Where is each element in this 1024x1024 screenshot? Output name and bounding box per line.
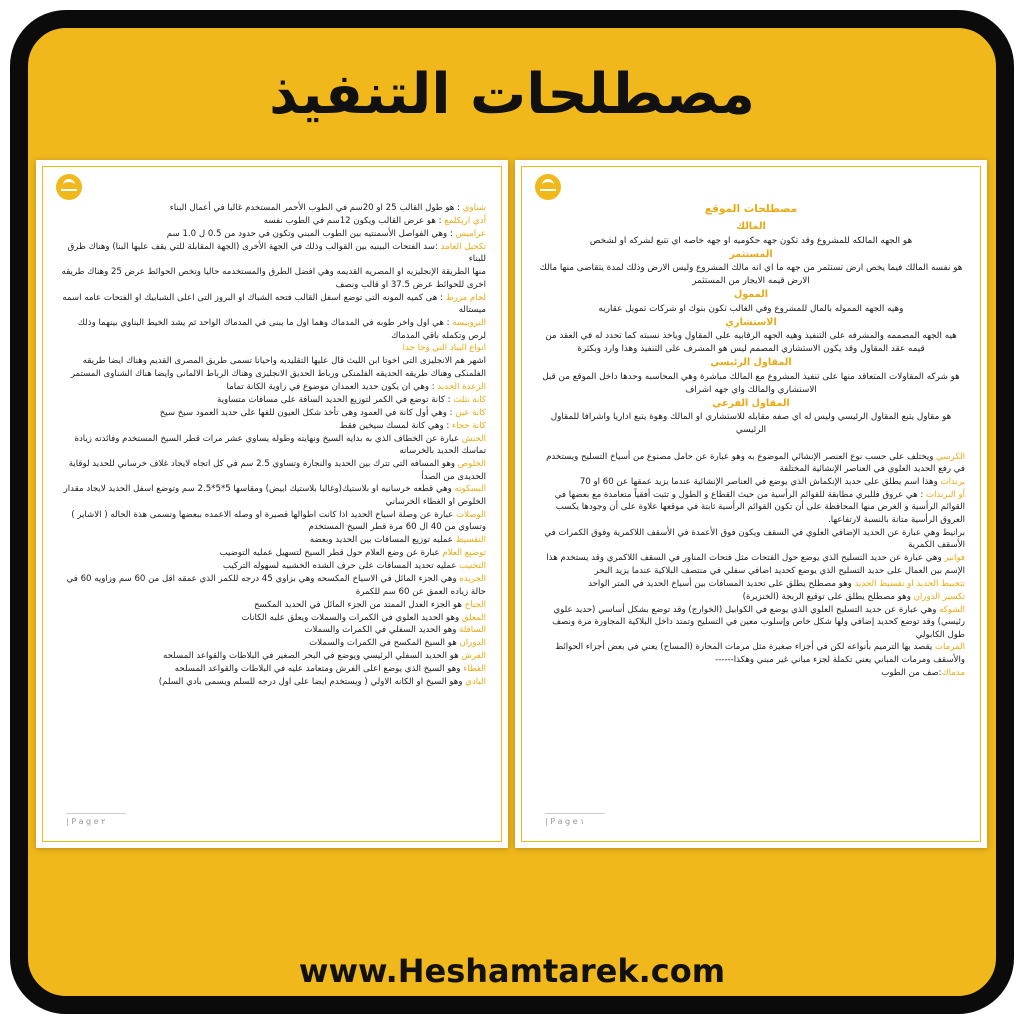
section-text: هو نفسه المالك فيما يخص ارض تستثمر من جهه ما اي انه مالك المشروع وليس الارض وذلك لمدة يتقاضى منها مالك الارض قيمه الايجار من المستثمر bbox=[539, 263, 963, 287]
definition-entry bbox=[537, 604, 965, 641]
term-label: الدوران bbox=[459, 638, 486, 649]
term-label: الشوكه bbox=[939, 604, 965, 615]
term-label: لحام مزرط bbox=[445, 292, 486, 303]
term-label: الفرش bbox=[461, 651, 486, 662]
section-heading: المقاول الرئيسي bbox=[710, 357, 792, 369]
definition-entry bbox=[58, 534, 486, 546]
definition-text: وهي قطعه خرسانيه او بلاستيك(وغالبا بلاستيك ابيض) ومقاسها 5*5*2.5 سم وتوضع اسفل الحديد لايجاد مقدار الخلوص او الغطاء الخرساني bbox=[63, 484, 486, 507]
definition-entry bbox=[58, 317, 486, 342]
definition-text: وهذا اسم يطلق على حديد الإنكماش الذي يوضع في العناصر الإنشائية عندما يزيد عمقها عن 60 او 70 bbox=[579, 477, 941, 488]
term-label: البادي bbox=[465, 677, 486, 688]
term-label: الزعدة الحديد bbox=[437, 381, 486, 392]
definition-entry bbox=[58, 241, 486, 266]
definition-entry bbox=[58, 624, 486, 636]
definition-text: وهي أول كانة في العمود وهى تأخذ شكل العيون للفها على حديد العمود سيخ سيخ bbox=[159, 407, 450, 418]
definition-text: وهو مصطلح يطلق على تحديد المسافات بين أسياخ الحديد في المتر الواحد bbox=[588, 578, 855, 589]
definition-text: وهو المسافه التى تترك بين الحديد والنجارة وتساوي 2.5 سم في كل اتجاه لايجاد غلاف خرساني للحديد لوقاية الحديدى من الصدأ bbox=[68, 459, 486, 482]
term-separator: : bbox=[431, 381, 438, 392]
term-label: تكسير الدوران bbox=[913, 591, 965, 602]
section-text: هيه الجهه المصممه والمشرفه على التنفيذ وهيه الجهه الرقابيه على المقاول وياخذ نسبته كما تحدد له في العقد من قيمه عقد المقاول وقد يكون الاستشاري المصمم ليس هو المشرف على التنفيذ وهذا وارد وبكثرة bbox=[545, 331, 957, 355]
term-label: كانة نثلث bbox=[453, 394, 486, 405]
term-label: المرمات bbox=[934, 642, 965, 653]
definition-text: برانيط وهي عبارة عن الحديد الإضافي العلوي في السقف ويكون فوق الأعمدة في الأسقف اللاكمرية وفوق الكمرات في الأسقف الكمرية bbox=[544, 527, 965, 551]
term-label: التقسيط bbox=[455, 535, 486, 546]
term-separator: : bbox=[438, 215, 445, 226]
definition-text: وهي ان يكون حديد العمدان موضوع في زاوية الكانة تماما bbox=[226, 381, 432, 392]
definition-entry bbox=[58, 381, 486, 393]
definition-text: اشهر هم الانجليزى التى اخوتا ابن الليث قال عليها التقليديه واحيانا تسمى طريق المصرى القديم وهناك ايضا طريقه الفلمنكى وهناك طريقه الحديقه الفلمنكى ورباط الحديق الانجليزى وهناك الرباط الالمانى وايضا هناك الشناوى المستمر bbox=[70, 356, 486, 379]
page-1-content bbox=[537, 202, 965, 680]
term-label: الوصلات bbox=[456, 509, 486, 520]
section-heading: الممول bbox=[733, 289, 769, 301]
definition-entry bbox=[58, 458, 486, 483]
definition-text: كانة توضع في الكمر لتوزيع الحديد السافة على مسافات متساوية bbox=[216, 394, 448, 405]
definition-entry bbox=[58, 547, 486, 559]
term-label: عراميس bbox=[455, 228, 486, 239]
definition-entry bbox=[58, 599, 486, 611]
definition-entry bbox=[58, 394, 486, 406]
term-label: الكرسي bbox=[936, 451, 965, 462]
definition-text: وهي الفواصل الأسمنتيه بين الطوب المبني وتكون في حدود من 0.5 ل 1.0 سم bbox=[166, 228, 450, 239]
term-label: الخلوص bbox=[457, 459, 486, 470]
term-label: تتجبيط الحديد او تقسيط الحديد bbox=[854, 578, 965, 589]
definition-text: ويختلف على حسب نوع العنصر الإنشائي الموضوع به وهو عبارة عن حامل مصنوع من أسياخ التسليح ويستخدم في رفع الحديد العلوي في العناصر الإنشائية المختلفة bbox=[546, 451, 965, 475]
definition-entry bbox=[58, 215, 486, 227]
definition-entry bbox=[58, 266, 486, 291]
definition-text: عبارة عن الخطاف الذي به بدايه السيخ ونهايته وطوله يساوي عشر مرات قطر السيخ المستخدم وفائدته زيادة تماسك الحديد بالخرسانه bbox=[74, 433, 486, 457]
term-label: السافلة bbox=[459, 625, 486, 636]
term-separator: : bbox=[446, 420, 453, 431]
definition-text: هو عرض القالب ويكون 12سم في الطوب نفسه bbox=[263, 215, 439, 226]
term-label: فوانير bbox=[944, 553, 965, 564]
helmet-logo-icon bbox=[535, 174, 561, 200]
definition-entry bbox=[537, 578, 965, 590]
term-label: المعلق bbox=[461, 612, 486, 623]
definition-text: منها الطريقة الإنجليزيه او المصريه القديمه وهي افضل الطرق والمستخدمه حاليا وتخص الحوائط عرض 25 وهناك طريقه اخرى للحوائط عرض 37.5 او قالب ونصف bbox=[61, 267, 486, 290]
definition-entry bbox=[58, 676, 486, 688]
page-footer: | P a g e ١ bbox=[545, 813, 605, 826]
helmet-logo-icon bbox=[56, 174, 82, 200]
definition-text: عبارة عن وصلة اسياخ الحديد اذا كانت اطوالها قصيرة او وصله الاعمده ببعضها وتسمى هذة الحاله ( الاشاير ) وتساوي من 40 ال 60 مرة قطر السيخ المستخدم bbox=[71, 509, 486, 533]
section-title: مصطلحات الموقع bbox=[704, 203, 798, 215]
definition-entry bbox=[58, 407, 486, 419]
definition-entry bbox=[58, 420, 486, 432]
document-page-2 bbox=[36, 160, 508, 848]
definition-entry bbox=[537, 476, 965, 488]
definition-text: وهو السيخ او الكانه الاولي ( ويستخدم ايضا على اول درجه للسلم ويسمى بادي السلم) bbox=[158, 677, 466, 688]
definition-text: عمليه تحديد المسافات على حرف الشده الخشبيه لسهوله التركيب bbox=[222, 561, 460, 572]
definition-entry bbox=[58, 612, 486, 624]
definition-text: وهي كانة لمسك سيخين فقط bbox=[339, 420, 447, 431]
term-separator: : bbox=[440, 292, 446, 303]
term-label: الجريده bbox=[459, 574, 486, 585]
definition-entry bbox=[58, 228, 486, 240]
page-2-content bbox=[58, 202, 486, 689]
page-footer: | P a g e ٢ bbox=[66, 813, 126, 826]
section-heading: المستثمر bbox=[729, 248, 773, 260]
section-text: هو الجهه المالكه للمشروع وقد تكون جهه حكوميه او جهه خاصه اي تتبع لشركه او لشخص bbox=[589, 235, 913, 246]
document-page-1 bbox=[515, 160, 987, 848]
definition-text: هو طول القالب 25 او 20سم في الطوب الأحمر المستخدم غالبا في أعمال البناء bbox=[169, 203, 458, 213]
term-separator: : bbox=[447, 394, 454, 405]
definition-text: هي اول واخر طوبه في المدماك وهما اول ما يبنى في المدماك الواحد ثم يشد الخيط البناوي بينهما وذلك لرص وتكمله باقي المدماك bbox=[77, 318, 486, 341]
definition-entry bbox=[58, 560, 486, 572]
definition-entry bbox=[58, 202, 486, 214]
definition-entry bbox=[58, 509, 486, 534]
definition-entry bbox=[537, 667, 965, 679]
definition-text: :صف من الطوب bbox=[881, 667, 942, 678]
definition-entry bbox=[58, 355, 486, 380]
term-label: البسكوته bbox=[454, 484, 486, 495]
term-label: الغطاء bbox=[463, 664, 486, 675]
page-title: مصطلحات التنفيذ bbox=[269, 62, 755, 127]
term-separator: : bbox=[449, 407, 456, 418]
section-heading: الاستشاري bbox=[725, 316, 777, 328]
definition-entry bbox=[58, 663, 486, 675]
definition-text: يقصد بها الترميم بأنواعه لكن في أجزاء صغيرة مثل مرمات المحارة (المساح) يعني في بعض أجزاء الحوائط والأسقف ومرمات المباني يعني تكملة لجزء مباني غير مبني وهكذا------ bbox=[555, 642, 965, 665]
section-text: هو مقاول يتبع المقاول الرئيسي وليس له اي صفه مقابله للاستشاري او المالك وهوة يتبع اداريا واشرافا للمقاول الرئيسي bbox=[550, 412, 952, 435]
definition-text: : هي عروق فلليري مطابقة للقوائم الرأسية من حيث القطاع و الطول و تثبت أفقياً متعامدة مع بعضها في القوائم الرأسية و الغرض منها المحافظة على أن تكون القوائم الرأسية ثابتة في موقعها علاوة على أن وجودها يكسب العروق الرأسية متانة بالنسبة لارتفاعها. bbox=[554, 490, 965, 525]
definition-entry bbox=[537, 641, 965, 666]
definition-entry bbox=[58, 637, 486, 649]
definition-entry bbox=[58, 573, 486, 598]
term-label: تكحيل العامد bbox=[440, 241, 486, 252]
definition-text: هو السيخ المكسح في الكمرات والسملات bbox=[309, 638, 460, 649]
term-label: كانة عين bbox=[455, 407, 486, 418]
term-label: شناوي bbox=[462, 203, 486, 213]
definition-entry bbox=[537, 527, 965, 552]
definition-text: وهي الجزء المائل في الاسياخ المكسحه وهي بزاوي 45 درجه للكمر الذي عمقه اقل من 60 سم وزاويه 60 في حالة زياده العمق عن 60 سم للكمرة bbox=[66, 574, 486, 597]
section-heading: المالك bbox=[736, 221, 766, 233]
definition-text: وهي عبارة عن حديد التسليح الذي يوضع حول الفتحات مثل فتحات المناور في السقف اللاكمري وقد يستخدم هذا الإسم بين العمال على حديد التسليح الذي يوضع كحديد اضافي سفلي في منتصف البلاكية عندما يزيد البحر bbox=[546, 553, 965, 576]
term-label: انواع البياد التي وجا جدا bbox=[402, 343, 486, 354]
section-heading: المقاول الفرعي bbox=[712, 397, 790, 409]
term-label: أو البرندات bbox=[926, 490, 965, 501]
definition-text: وهو السيخ الذي يوضع اعلى الفرش ومتعامد عليه في البلاطات والقواعد المسلحه bbox=[174, 664, 464, 675]
definition-entry bbox=[58, 483, 486, 508]
definition-text: سد الفتحات البينيه بين القوالب وذلك في الجهة الأخرى (الجهة المقابلة للتي يقف عليها البنا) وهناك طرق للبناء bbox=[67, 241, 486, 265]
definition-text: وهو الحديد العلوي في الكمرات والسملات ويعلق عليه الكانات bbox=[241, 612, 462, 623]
website-url: www.Heshamtarek.com bbox=[298, 952, 726, 990]
term-label: أدي اريكلمع bbox=[444, 215, 486, 226]
definition-text: هو الحديد السفلي الرئيسي ويوضع في البحر الصغير في البلاطات والقواعد المسلحه bbox=[162, 651, 462, 662]
definition-entry bbox=[58, 650, 486, 662]
term-separator: : bbox=[446, 318, 453, 329]
definition-text: وهو مصطلح يطلق على توقيع الربجة (الخنزيرة) bbox=[742, 591, 914, 602]
definition-text: عمليه توزيع المسافات بين الحديد وبعضه bbox=[309, 535, 456, 546]
term-label: برندات bbox=[940, 477, 965, 488]
term-separator: : bbox=[434, 241, 441, 252]
term-label: كانة حجاء bbox=[452, 420, 486, 431]
term-label: توضيع العلام bbox=[442, 548, 486, 559]
definition-entry bbox=[58, 433, 486, 458]
definition-entry bbox=[537, 489, 965, 526]
definition-entry bbox=[537, 591, 965, 603]
term-label: التروبيسه bbox=[452, 318, 486, 329]
definition-text: هو الجزء العدل الممتد من الجزء المائل في الحديد المكسح bbox=[253, 599, 465, 610]
definition-entry bbox=[58, 292, 486, 317]
definition-entry bbox=[537, 552, 965, 577]
term-label: التجنيب bbox=[459, 561, 486, 572]
term-label: مدماك bbox=[941, 667, 965, 678]
section-text: وهيه الجهه المموله بالمال للمشروع وفي الغالب تكون بنوك او شركات تمويل عقاريه bbox=[598, 303, 904, 314]
section-text: هو شركه المقاولات المتعاقد منها على تنفيذ المشروع مع المالك مباشرة وهي المحاسبه وحدها داخل الموقع من قبل الاستشاري والمالك واي جهه اشراف bbox=[542, 371, 960, 395]
term-separator: : bbox=[457, 203, 463, 213]
definition-text: وهو الحديد السفلي في الكمرات والسملات bbox=[304, 625, 460, 636]
definition-text: هى كميه المونه التى توضع اسفل القالب فتحه الشباك او البروز التى اعلى الشبابيك او الفتحات عامه اسمه ميستاله bbox=[62, 292, 486, 316]
definition-entry bbox=[537, 451, 965, 476]
definition-entry bbox=[58, 342, 486, 354]
term-label: الجنش bbox=[461, 433, 486, 444]
definition-text: وهي عبارة عن حديد التسليح العلوي الذي يوضع في الكوابيل (الخوارج) وقد توضع بشكل أساسي (حديد علوي رئيسي) وقد توضع كحديد إضافي ولها شكل خاص وإسلوب معين في التسليح وتمتد داخل البلاكية المجاورة مرة ونصف طول الكابولي bbox=[552, 604, 965, 640]
definition-text: عبارة عن وضع العلام حول قطر السيخ لتسهيل عمليه التوضيب bbox=[219, 548, 443, 559]
term-separator: : bbox=[449, 228, 456, 239]
term-label: الجناح bbox=[464, 599, 486, 610]
